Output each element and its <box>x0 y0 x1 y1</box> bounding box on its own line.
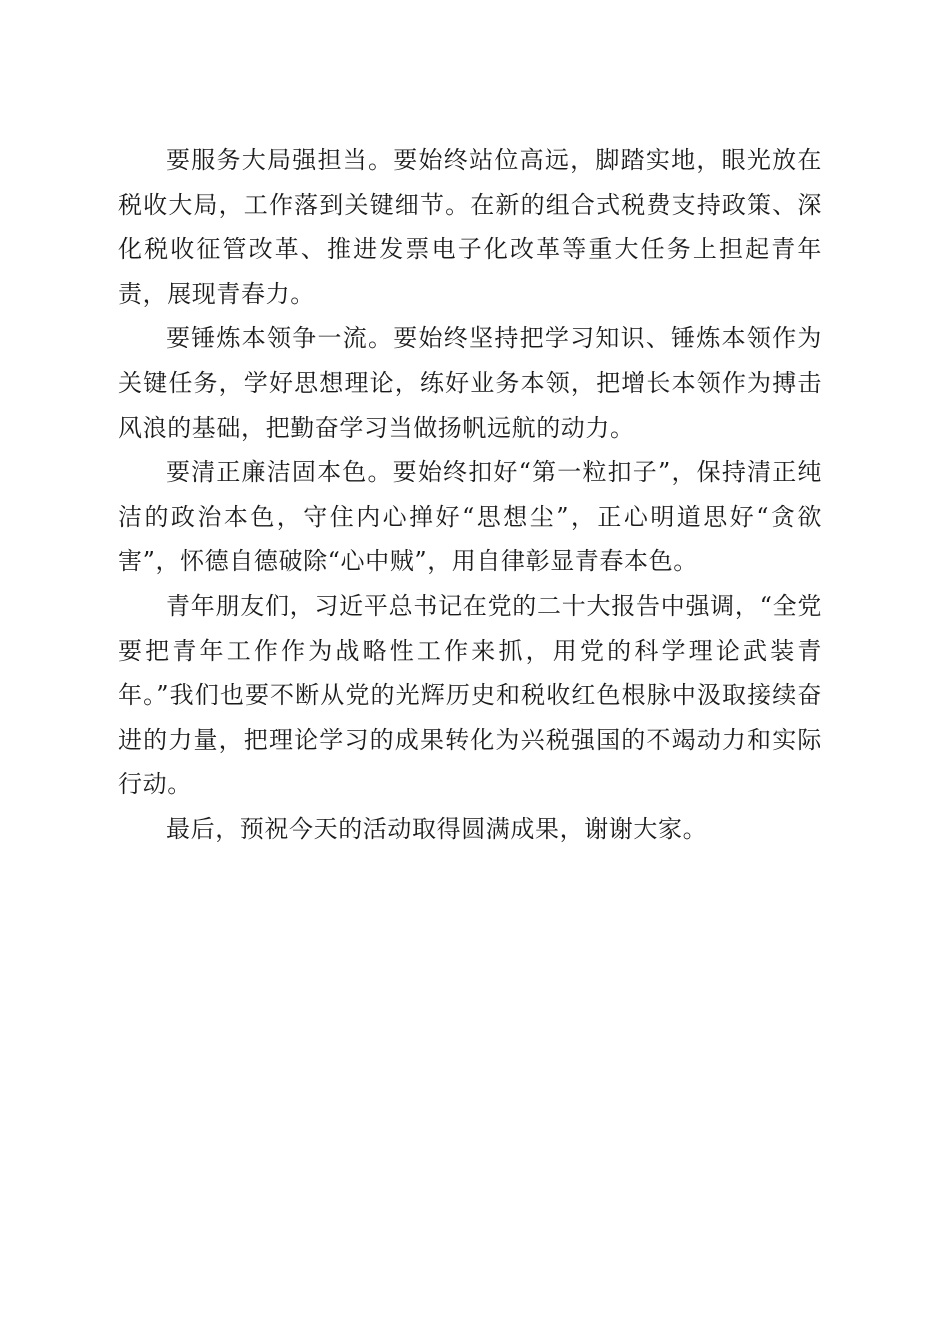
paragraph-serve-overall: 要服务大局强担当。要始终站位高远，脚踏实地，眼光放在税收大局，工作落到关键细节。在新的组合式税费支持政策、深化税收征管改革、推进发票电子化改革等重大任务上担起青年责，展现青春力。 <box>118 146 822 308</box>
paragraph-youth-friends: 青年朋友们，习近平总书记在党的二十大报告中强调，“全党要把青年工作作为战略性工作来抓，用党的科学理论武装青年。”我们也要不断从党的光辉历史和税收红色根脉中汲取接续奋进的力量，把理论学习的成果转化为兴税强国的不竭动力和实际行动。 <box>118 591 822 799</box>
paragraph-integrity: 要清正廉洁固本色。要始终扣好“第一粒扣子”，保持清正纯洁的政治本色，守住内心掸好“思想尘”，正心明道思好“贪欲害”，怀德自德破除“心中贼”，用自律彰显青春本色。 <box>118 458 822 576</box>
paragraph-closing: 最后，预祝今天的活动取得圆满成果，谢谢大家。 <box>166 814 708 843</box>
paragraph-hone-skills: 要锤炼本领争一流。要始终坚持把学习知识、锤炼本领作为关键任务，学好思想理论，练好业务本领，把增长本领作为搏击风浪的基础，把勤奋学习当做扬帆远航的动力。 <box>118 324 822 442</box>
document-body <box>118 138 822 852</box>
